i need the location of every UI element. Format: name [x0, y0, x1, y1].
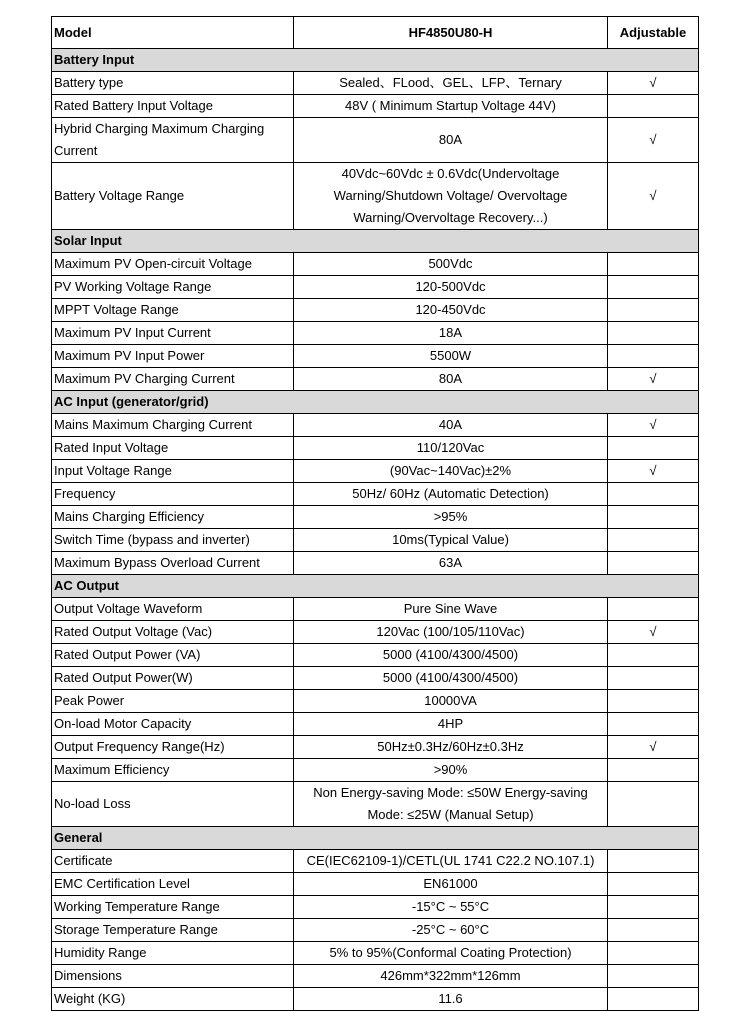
value-cell: Pure Sine Wave [294, 598, 608, 621]
adjustable-cell [608, 850, 699, 873]
value-cell: 10ms(Typical Value) [294, 529, 608, 552]
value-cell: 80A [294, 368, 608, 391]
model-value: HF4850U80-H [294, 17, 608, 49]
value-cell: 5000 (4100/4300/4500) [294, 644, 608, 667]
section-title: AC Input (generator/grid) [52, 391, 699, 414]
param-cell: Battery Voltage Range [52, 163, 294, 230]
adjustable-label: Adjustable [608, 17, 699, 49]
model-label: Model [52, 17, 294, 49]
table-row [52, 253, 699, 276]
adjustable-cell [608, 896, 699, 919]
adjustable-cell [608, 437, 699, 460]
param-cell: Rated Input Voltage [52, 437, 294, 460]
param-cell: Humidity Range [52, 942, 294, 965]
adjustable-cell [608, 713, 699, 736]
param-cell: Working Temperature Range [52, 896, 294, 919]
value-cell: 4HP [294, 713, 608, 736]
table-row [52, 942, 699, 965]
value-cell: 63A [294, 552, 608, 575]
adjustable-cell [608, 667, 699, 690]
value-cell: -25°C ~ 60°C [294, 919, 608, 942]
value-cell: CE(IEC62109-1)/CETL(UL 1741 C22.2 NO.107.1) [294, 850, 608, 873]
table-row [52, 95, 699, 118]
param-cell: EMC Certification Level [52, 873, 294, 896]
param-cell: PV Working Voltage Range [52, 276, 294, 299]
param-cell: Rated Output Power(W) [52, 667, 294, 690]
table-row [52, 782, 699, 827]
param-cell: Frequency [52, 483, 294, 506]
param-cell: Rated Output Voltage (Vac) [52, 621, 294, 644]
table-row [52, 483, 699, 506]
value-cell: 11.6 [294, 988, 608, 1011]
param-cell: Maximum PV Open-circuit Voltage [52, 253, 294, 276]
table-row [52, 850, 699, 873]
table-row [52, 896, 699, 919]
adjustable-cell [608, 322, 699, 345]
value-cell: Non Energy-saving Mode: ≤50W Energy-saving Mode: ≤25W (Manual Setup) [294, 782, 608, 827]
spec-body [52, 49, 699, 1011]
param-cell: Storage Temperature Range [52, 919, 294, 942]
param-cell: Input Voltage Range [52, 460, 294, 483]
section-header [52, 575, 699, 598]
section-header [52, 827, 699, 850]
section-header [52, 49, 699, 72]
table-row [52, 506, 699, 529]
table-row [52, 713, 699, 736]
value-cell: >95% [294, 506, 608, 529]
param-cell: Peak Power [52, 690, 294, 713]
param-cell: On-load Motor Capacity [52, 713, 294, 736]
adjustable-cell [608, 782, 699, 827]
table-row [52, 414, 699, 437]
adjustable-cell: √ [608, 118, 699, 163]
value-cell: 18A [294, 322, 608, 345]
table-row [52, 72, 699, 95]
value-cell: 10000VA [294, 690, 608, 713]
adjustable-cell [608, 483, 699, 506]
table-row [52, 345, 699, 368]
adjustable-cell: √ [608, 163, 699, 230]
adjustable-cell [608, 873, 699, 896]
table-row [52, 759, 699, 782]
value-cell: -15°C ~ 55°C [294, 896, 608, 919]
table-row [52, 736, 699, 759]
value-cell: 110/120Vac [294, 437, 608, 460]
param-cell: Output Voltage Waveform [52, 598, 294, 621]
adjustable-cell [608, 276, 699, 299]
param-cell: Weight (KG) [52, 988, 294, 1011]
table-row [52, 437, 699, 460]
param-cell: No-load Loss [52, 782, 294, 827]
value-cell: 50Hz/ 60Hz (Automatic Detection) [294, 483, 608, 506]
value-cell: 40A [294, 414, 608, 437]
value-cell: 50Hz±0.3Hz/60Hz±0.3Hz [294, 736, 608, 759]
section-title: General [52, 827, 699, 850]
adjustable-cell [608, 299, 699, 322]
table-row [52, 965, 699, 988]
table-row [52, 368, 699, 391]
adjustable-cell: √ [608, 736, 699, 759]
param-cell: Dimensions [52, 965, 294, 988]
table-row [52, 988, 699, 1011]
value-cell: Sealed、FLood、GEL、LFP、Ternary [294, 72, 608, 95]
param-cell: Maximum Efficiency [52, 759, 294, 782]
table-row [52, 163, 699, 230]
adjustable-cell [608, 552, 699, 575]
adjustable-cell [608, 942, 699, 965]
param-cell: MPPT Voltage Range [52, 299, 294, 322]
adjustable-cell [608, 644, 699, 667]
param-cell: Maximum PV Charging Current [52, 368, 294, 391]
adjustable-cell [608, 95, 699, 118]
param-cell: Maximum PV Input Current [52, 322, 294, 345]
value-cell: >90% [294, 759, 608, 782]
adjustable-cell [608, 529, 699, 552]
param-cell: Mains Maximum Charging Current [52, 414, 294, 437]
value-cell: EN61000 [294, 873, 608, 896]
adjustable-cell [608, 253, 699, 276]
value-cell: 426mm*322mm*126mm [294, 965, 608, 988]
param-cell: Certificate [52, 850, 294, 873]
adjustable-cell: √ [608, 368, 699, 391]
param-cell: Mains Charging Efficiency [52, 506, 294, 529]
section-title: Solar Input [52, 230, 699, 253]
table-row [52, 621, 699, 644]
adjustable-cell: √ [608, 621, 699, 644]
table-row [52, 690, 699, 713]
section-title: AC Output [52, 575, 699, 598]
param-cell: Maximum Bypass Overload Current [52, 552, 294, 575]
header-row [52, 17, 699, 49]
value-cell: 120Vac (100/105/110Vac) [294, 621, 608, 644]
adjustable-cell [608, 965, 699, 988]
adjustable-cell [608, 598, 699, 621]
table-row [52, 919, 699, 942]
section-header [52, 391, 699, 414]
param-cell: Rated Battery Input Voltage [52, 95, 294, 118]
adjustable-cell: √ [608, 72, 699, 95]
adjustable-cell [608, 506, 699, 529]
value-cell: 120-450Vdc [294, 299, 608, 322]
table-row [52, 118, 699, 163]
table-row [52, 529, 699, 552]
adjustable-cell [608, 988, 699, 1011]
value-cell: (90Vac~140Vac)±2% [294, 460, 608, 483]
value-cell: 80A [294, 118, 608, 163]
param-cell: Battery type [52, 72, 294, 95]
table-row [52, 276, 699, 299]
value-cell: 5500W [294, 345, 608, 368]
value-cell: 40Vdc~60Vdc ± 0.6Vdc(Undervoltage Warning/Shutdown Voltage/ Overvoltage Warning/Overvoltage Recovery...) [294, 163, 608, 230]
adjustable-cell [608, 345, 699, 368]
adjustable-cell [608, 919, 699, 942]
param-cell: Hybrid Charging Maximum Charging Current [52, 118, 294, 163]
param-cell: Switch Time (bypass and inverter) [52, 529, 294, 552]
value-cell: 500Vdc [294, 253, 608, 276]
table-row [52, 460, 699, 483]
param-cell: Maximum PV Input Power [52, 345, 294, 368]
adjustable-cell: √ [608, 414, 699, 437]
table-row [52, 644, 699, 667]
table-row [52, 299, 699, 322]
table-row [52, 598, 699, 621]
value-cell: 5000 (4100/4300/4500) [294, 667, 608, 690]
table-row [52, 552, 699, 575]
section-header [52, 230, 699, 253]
table-row [52, 322, 699, 345]
spec-table [51, 16, 699, 1011]
value-cell: 5% to 95%(Conformal Coating Protection) [294, 942, 608, 965]
value-cell: 120-500Vdc [294, 276, 608, 299]
adjustable-cell [608, 759, 699, 782]
table-row [52, 667, 699, 690]
adjustable-cell: √ [608, 460, 699, 483]
value-cell: 48V ( Minimum Startup Voltage 44V) [294, 95, 608, 118]
table-row [52, 873, 699, 896]
param-cell: Rated Output Power (VA) [52, 644, 294, 667]
param-cell: Output Frequency Range(Hz) [52, 736, 294, 759]
section-title: Battery Input [52, 49, 699, 72]
adjustable-cell [608, 690, 699, 713]
